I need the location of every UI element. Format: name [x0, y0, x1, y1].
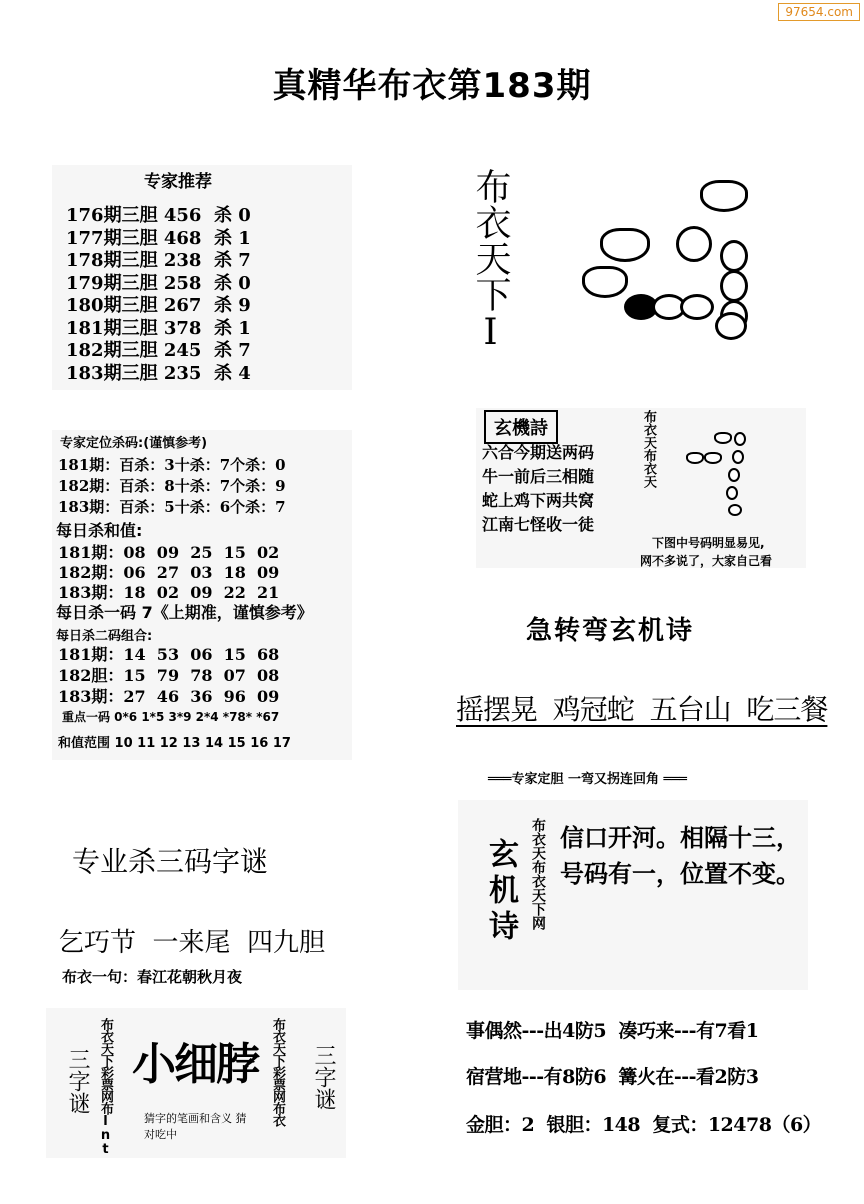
bottom-panel [462, 1010, 822, 1150]
gold-ingot-icon [686, 452, 704, 464]
gold-ingot-icon [582, 266, 628, 298]
bottom-line-2: 宿营地---有8防6 篝火在---看2防3 [466, 1066, 759, 1088]
riddle-panel [46, 1008, 346, 1158]
coin-icon [680, 294, 714, 320]
riddle-line: 乞巧节 一来尾 四九胆 [58, 928, 326, 958]
dan-line-2: 号码有一，位置不变。 [560, 860, 800, 888]
poem-line: 蛇上鸡下两共窝 [482, 491, 595, 510]
coin-icon [720, 240, 748, 272]
poem-small-coins [686, 428, 786, 528]
position-kill-row: 183期：百杀：5十杀：6个杀：7 [58, 498, 286, 516]
coin-icon [715, 312, 747, 340]
sum-kill-row: 183期：18 02 09 22 21 [58, 583, 280, 602]
dan-line-1: 信口开河。相隔十三， [560, 824, 800, 852]
two-kill-row: 182胆：15 79 78 07 08 [58, 666, 280, 685]
riddle-big-word: 小细脖 [132, 1039, 258, 1090]
two-kill-heading: 每日杀二码组合: [56, 629, 153, 644]
buyi-tianxia-vertical: 布衣天下I [470, 168, 511, 353]
sum-kill-row: 182期：06 27 03 18 09 [58, 563, 280, 582]
poem-note-2: 网不多说了，大家自己看 [640, 554, 773, 568]
poem-panel [476, 408, 806, 568]
expert-panel [52, 165, 352, 390]
poem-note-1: 下图中号码明显易见, [652, 536, 765, 550]
dan-vertical: 布衣天布衣天下网 [530, 818, 546, 930]
key-number-line: 重点一码 0*6 1*5 3*9 2*4 *78* *67 [62, 710, 280, 724]
position-kill-row: 182期：百杀：8十杀：7个杀：9 [58, 477, 286, 495]
dan-heading: ═══专家定胆 一弯又拐连回角 ═══ [488, 772, 688, 787]
dan-side: 玄机诗 [483, 838, 518, 946]
coin-icon [728, 504, 742, 516]
riddle-caption-1: 猜字的笔画和含义 猜 [144, 1112, 247, 1125]
expert-row: 179期三胆 258 杀 0 [66, 272, 251, 294]
kill-heading: 专家定位杀码:(谨慎参考) [60, 436, 208, 451]
coin-icon [720, 270, 748, 302]
sum-kill-row: 181期：08 09 25 15 02 [58, 543, 280, 562]
turn-title: 急转弯玄机诗 [526, 616, 695, 646]
expert-row: 181期三胆 378 杀 1 [66, 317, 251, 339]
expert-row: 183期三胆 235 杀 4 [66, 362, 251, 384]
expert-row: 180期三胆 267 杀 9 [66, 295, 251, 316]
kill-panel [52, 430, 352, 760]
page-title: 真精华布衣第183期 [272, 66, 592, 106]
riddle-side-right: 三字谜 [311, 1044, 336, 1110]
expert-row: 182期三胆 245 杀 7 [66, 340, 251, 361]
site-tag[interactable]: 97654.com [778, 3, 860, 21]
gold-ingot-icon [704, 452, 722, 464]
expert-row: 177期三胆 468 杀 1 [66, 227, 251, 249]
gold-ingot-icon [700, 180, 748, 212]
expert-row: 176期三胆 456 杀 0 [66, 205, 251, 226]
two-kill-row: 181期：14 53 06 15 68 [58, 645, 280, 664]
sum-range-line: 和值范围 10 11 12 13 14 15 16 17 [58, 736, 291, 751]
bottom-line-3: 金胆：2 银胆：148 复式：12478（6） [466, 1114, 822, 1136]
coins-illustration [570, 170, 770, 350]
one-kill-heading: 每日杀一码 7《上期准，谨慎参考》 [56, 603, 313, 622]
coin-icon [734, 432, 746, 446]
coin-icon [728, 468, 740, 482]
riddle-vertical-right: 布衣天下彩票网布衣 [270, 1018, 285, 1126]
position-kill-row: 181期：百杀：3十杀：7个杀：0 [58, 456, 286, 474]
riddle-caption-2: 对吃中 [144, 1128, 177, 1141]
two-kill-row: 183期：27 46 36 96 09 [58, 687, 280, 706]
poem-line: 牛一前后三相随 [482, 467, 595, 486]
riddle-vertical-left: 布衣天下彩票网布lnt [98, 1018, 113, 1156]
expert-row: 178期三胆 238 杀 7 [66, 250, 251, 271]
gold-ingot-icon [600, 228, 650, 262]
riddle-title: 专业杀三码字谜 [72, 845, 269, 878]
gold-ingot-icon [714, 432, 732, 444]
buyi-saying: 布衣一句：春江花朝秋月夜 [62, 968, 243, 986]
dan-panel [458, 800, 808, 990]
poem-line: 六合今期送两码 [482, 443, 595, 462]
poem-vertical: 布衣天布衣天 [641, 410, 656, 488]
sum-heading: 每日杀和值: [56, 521, 143, 540]
bottom-line-1: 事偶然---出4防5 凑巧来---有7看1 [466, 1020, 759, 1042]
coin-icon [726, 486, 738, 500]
expert-heading: 专家推荐 [144, 172, 212, 192]
coin-icon [732, 450, 744, 464]
turn-line: 摇摆晃 鸡冠蛇 五台山 吃三餐 [456, 693, 828, 726]
riddle-side-left: 三字谜 [65, 1048, 90, 1114]
poem-title: 玄機詩 [484, 410, 558, 444]
copper-coin-icon [676, 226, 712, 262]
poem-line: 江南七怪收一徒 [482, 515, 595, 534]
